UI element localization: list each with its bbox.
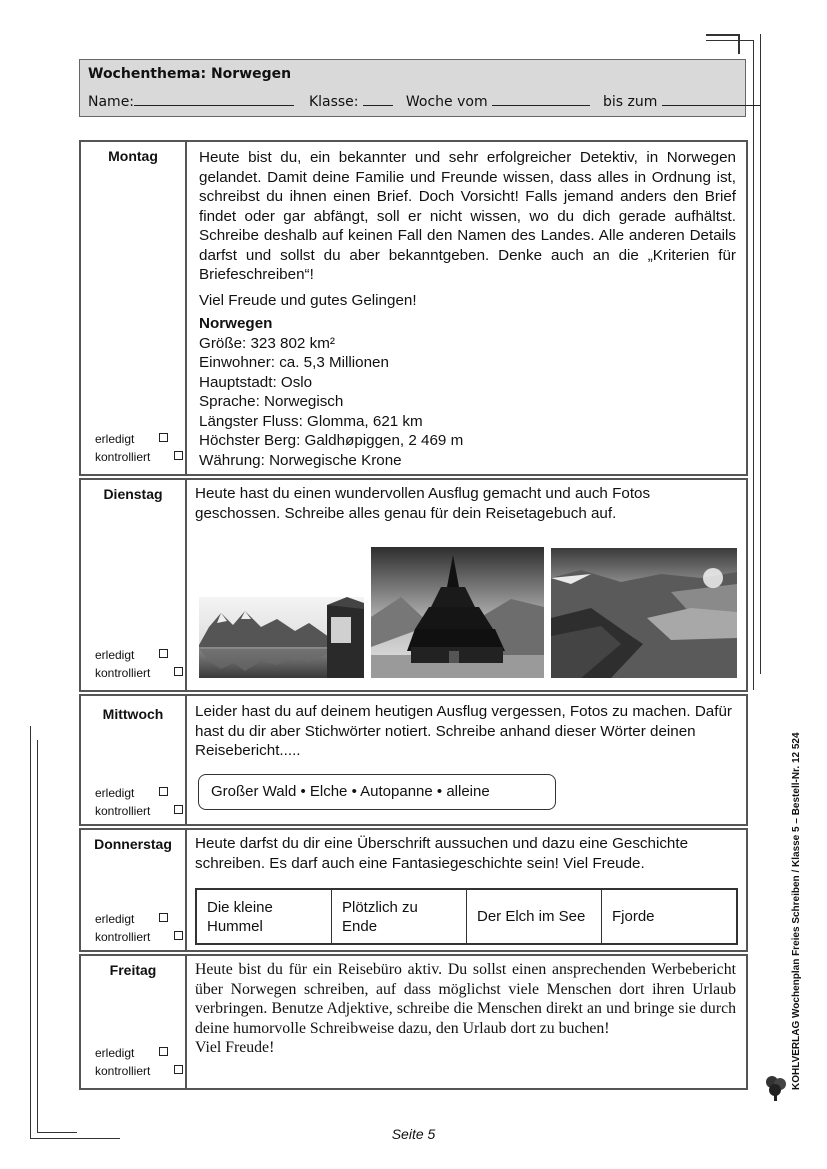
done-check[interactable]: erledigt: [95, 432, 134, 446]
day-name: Mittwoch: [102, 706, 164, 722]
done-check[interactable]: erledigt: [95, 648, 134, 662]
facts-title: Norwegen: [199, 315, 273, 332]
class-label: Klasse:: [308, 94, 359, 110]
day-name: Montag: [108, 148, 158, 164]
done-check[interactable]: erledigt: [95, 912, 134, 926]
task-text: Leider hast du auf deinem heutigen Ausflug vergessen, Fotos zu machen. Dafür hast du dir aber Stichwörter notiert. Schreibe anhand dieser Wörter deinen Reisebericht.....: [195, 703, 732, 759]
photo-fjord-cliff: [551, 548, 737, 678]
day-label-cell: [81, 142, 187, 474]
checkbox-icon: [174, 451, 183, 460]
photo-mountain-lake: [199, 597, 364, 678]
day-dienstag: [79, 478, 748, 692]
week-label: Woche vom: [405, 94, 488, 110]
done-check[interactable]: erledigt: [95, 786, 134, 800]
fact-item: Höchster Berg: Galdhøpiggen, 2 469 m: [199, 432, 464, 449]
week-topic: Wochenthema: Norwegen: [88, 66, 292, 82]
day-freitag: [79, 954, 748, 1090]
class-field[interactable]: [363, 93, 393, 106]
header-box: [79, 59, 746, 117]
day-label-cell: [81, 696, 187, 824]
day-name: Dienstag: [103, 486, 163, 502]
title-options: [195, 888, 738, 945]
day-mittwoch: [79, 694, 748, 826]
task-text: Heute bist du, ein bekannter und sehr erfolgreicher Detektiv, in Norwegen gelandet. Damit deine Familie und Freunde wissen, dass alles in Ordnung ist, schreibst du ihnen einen Brief. Doch Vorsicht! Falls jemand anders den Brief findet oder gar abfängt, soll er nicht wissen, wo du dich gerade aufhältst. Schreibe deshalb auf keinen Fall den Namen des Landes. Alle anderen Details darfst und sollst du aber bekanntgeben. Denke auch an die „Kriterien für Briefeschreiben“!: [199, 149, 736, 283]
wish-text: Viel Freude und gutes Gelingen!: [199, 291, 417, 309]
title-option[interactable]: Die kleine Hummel: [197, 890, 332, 943]
keyword-box: Großer Wald • Elche • Autopanne • alleine: [198, 774, 556, 810]
checkbox-icon: [174, 667, 183, 676]
day-label-cell: [81, 480, 187, 690]
day-content: [199, 148, 736, 470]
name-label: Name:: [88, 94, 135, 110]
week-until-field[interactable]: [662, 93, 760, 106]
photo-stave-church: [371, 547, 544, 678]
checkbox-icon: [174, 931, 183, 940]
corner-line: [30, 726, 31, 1138]
checkbox-icon: [174, 1065, 183, 1074]
checkbox-icon: [159, 1047, 168, 1056]
task-text: Heute bist du für ein Reisebüro aktiv. Du sollst einen ansprechenden Werbebericht über Norwegen schreiben, auf dass möglichst viele Menschen dort ihren Urlaub verbringen. Benutze Adjektive, schreibe die Menschen direkt an und bringe sie durch deine humorvolle Schreibweise dazu, den Urlaub dort zu buchen!: [195, 961, 736, 1037]
day-donnerstag: [79, 828, 748, 952]
day-content: [195, 484, 736, 523]
corner-line: [760, 34, 761, 674]
checked-check[interactable]: kontrolliert: [95, 666, 150, 680]
fact-item: Sprache: Norwegisch: [199, 393, 344, 410]
corner-line: [706, 40, 754, 41]
checkbox-icon: [159, 913, 168, 922]
corner-line: [37, 740, 38, 1132]
task-text: Heute darfst du dir eine Überschrift aussuchen und dazu eine Geschichte schreiben. Es darf auch eine Fantasiegeschichte sein! Viel Freude.: [195, 835, 689, 872]
done-check[interactable]: erledigt: [95, 1046, 134, 1060]
checked-check[interactable]: kontrolliert: [95, 804, 150, 818]
day-label-cell: [81, 956, 187, 1088]
day-label-cell: [81, 830, 187, 950]
publisher-sidebar: [778, 706, 804, 1101]
day-content: [195, 834, 736, 873]
title-option[interactable]: Der Elch im See: [467, 890, 602, 943]
checked-check[interactable]: kontrolliert: [95, 450, 150, 464]
day-content: [195, 960, 736, 1058]
checked-check[interactable]: kontrolliert: [95, 930, 150, 944]
checkbox-icon: [174, 805, 183, 814]
corner-line: [753, 40, 754, 690]
corner-line: [706, 34, 740, 36]
checked-check[interactable]: kontrolliert: [95, 1064, 150, 1078]
fact-item: Größe: 323 802 km²: [199, 334, 335, 352]
publisher-info: KOHLVERLAG Wochenplan Freies Schreiben / Klasse 5 – Bestell-Nr. 12 524: [791, 732, 802, 1090]
publisher-logo-icon: [764, 1072, 788, 1102]
wish-text: Viel Freude!: [195, 1039, 275, 1056]
day-name: Donnerstag: [94, 836, 172, 852]
day-montag: [79, 140, 748, 476]
title-option[interactable]: Fjorde: [612, 908, 655, 925]
fact-item: Hauptstadt: Oslo: [199, 373, 313, 391]
task-text: Heute hast du einen wundervollen Ausflug gemacht und auch Fotos geschossen. Schreibe alles genau für dein Reisetagebuch auf.: [195, 485, 651, 522]
checkbox-icon: [159, 649, 168, 658]
fact-item: Einwohner: ca. 5,3 Millionen: [199, 354, 389, 371]
fact-item: Längster Fluss: Glomma, 621 km: [199, 412, 423, 430]
until-label: bis zum: [602, 94, 658, 110]
corner-line: [738, 34, 740, 54]
day-content: [195, 702, 736, 761]
name-field[interactable]: [134, 93, 294, 106]
title-option[interactable]: Plötzlich zu Ende: [332, 890, 467, 943]
day-name: Freitag: [109, 962, 157, 978]
checkbox-icon: [159, 787, 168, 796]
header-fields: [88, 93, 760, 110]
week-from-field[interactable]: [492, 93, 590, 106]
fact-item: Währung: Norwegische Krone: [199, 451, 402, 469]
page-number: Seite 5: [391, 1126, 436, 1142]
checkbox-icon: [159, 433, 168, 442]
